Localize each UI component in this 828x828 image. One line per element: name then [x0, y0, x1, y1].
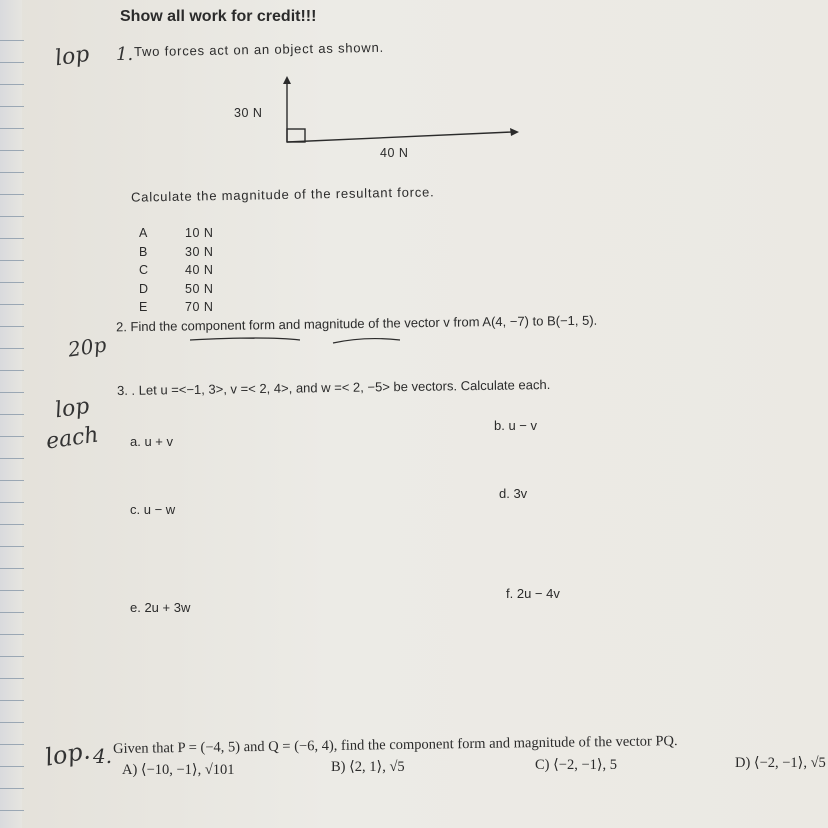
underline-component-form [190, 338, 300, 340]
underline-magnitude [333, 339, 400, 343]
q3-part-d: d. 3v [499, 486, 528, 501]
horizontal-arrowhead [510, 128, 519, 136]
horizontal-force-vector [287, 132, 512, 142]
choice-letter: E [139, 300, 148, 314]
q3-part-f: f. 2u − 4v [506, 586, 560, 601]
q4-number: 4. [93, 744, 113, 768]
choice-letter: B [139, 244, 148, 259]
q4-choice-c: C) ⟨−2, −1⟩, 5 [535, 757, 618, 773]
q1-prompt: Two forces act on an object as shown. [133, 39, 385, 60]
q3-text: 3. . Let u =<−1, 3>, v =< 2, 4>, and w =< 2, −5> be vectors. Calculate each. [116, 376, 551, 399]
choice-value: 50 N [185, 281, 214, 296]
q3-part-c: c. u − w [130, 502, 176, 517]
choice-value: 70 N [185, 300, 214, 314]
choice-value: 40 N [185, 263, 214, 277]
q4-choice-d: D) ⟨−2, −1⟩, √5 [735, 755, 826, 771]
force-label-horizontal: 40 N [380, 146, 409, 160]
choice-letter: C [139, 263, 149, 277]
margin-note-q3-line2: each [44, 422, 101, 455]
vertical-arrowhead [283, 76, 291, 84]
choice-value: 30 N [185, 244, 214, 259]
choice-letter: A [139, 226, 148, 240]
force-label-vertical: 30 N [234, 106, 263, 120]
q4-choice-b: B) ⟨2, 1⟩, √5 [331, 759, 405, 775]
q2-text: 2. Find the component form and magnitude of the vector v from A(4, −7) to B(−1, 5). [115, 312, 598, 335]
q1-number: 1. [116, 44, 134, 65]
margin-note-q4: lop. [42, 736, 93, 772]
q3-part-e: e. 2u + 3w [130, 600, 191, 615]
q3-part-a: a. u + v [130, 434, 173, 449]
right-angle-marker [287, 129, 305, 142]
q1-question: Calculate the magnitude of the resultant force. [130, 184, 435, 205]
choice-value: 10 N [185, 226, 214, 240]
q3-part-b: b. u − v [494, 418, 537, 433]
margin-note-q2: 20p [66, 332, 108, 362]
choice-letter: D [139, 281, 149, 296]
margin-note-q1: lop [53, 41, 91, 72]
page-title: Show all work for credit!!! [120, 8, 317, 25]
margin-note-q3-line1: lop [53, 393, 91, 424]
q4-text: Given that P = (−4, 5) and Q = (−6, 4), find the component form and magnitude of the vector PQ. [113, 733, 678, 757]
q4-choice-a: A) ⟨−10, −1⟩, √101 [122, 762, 235, 778]
